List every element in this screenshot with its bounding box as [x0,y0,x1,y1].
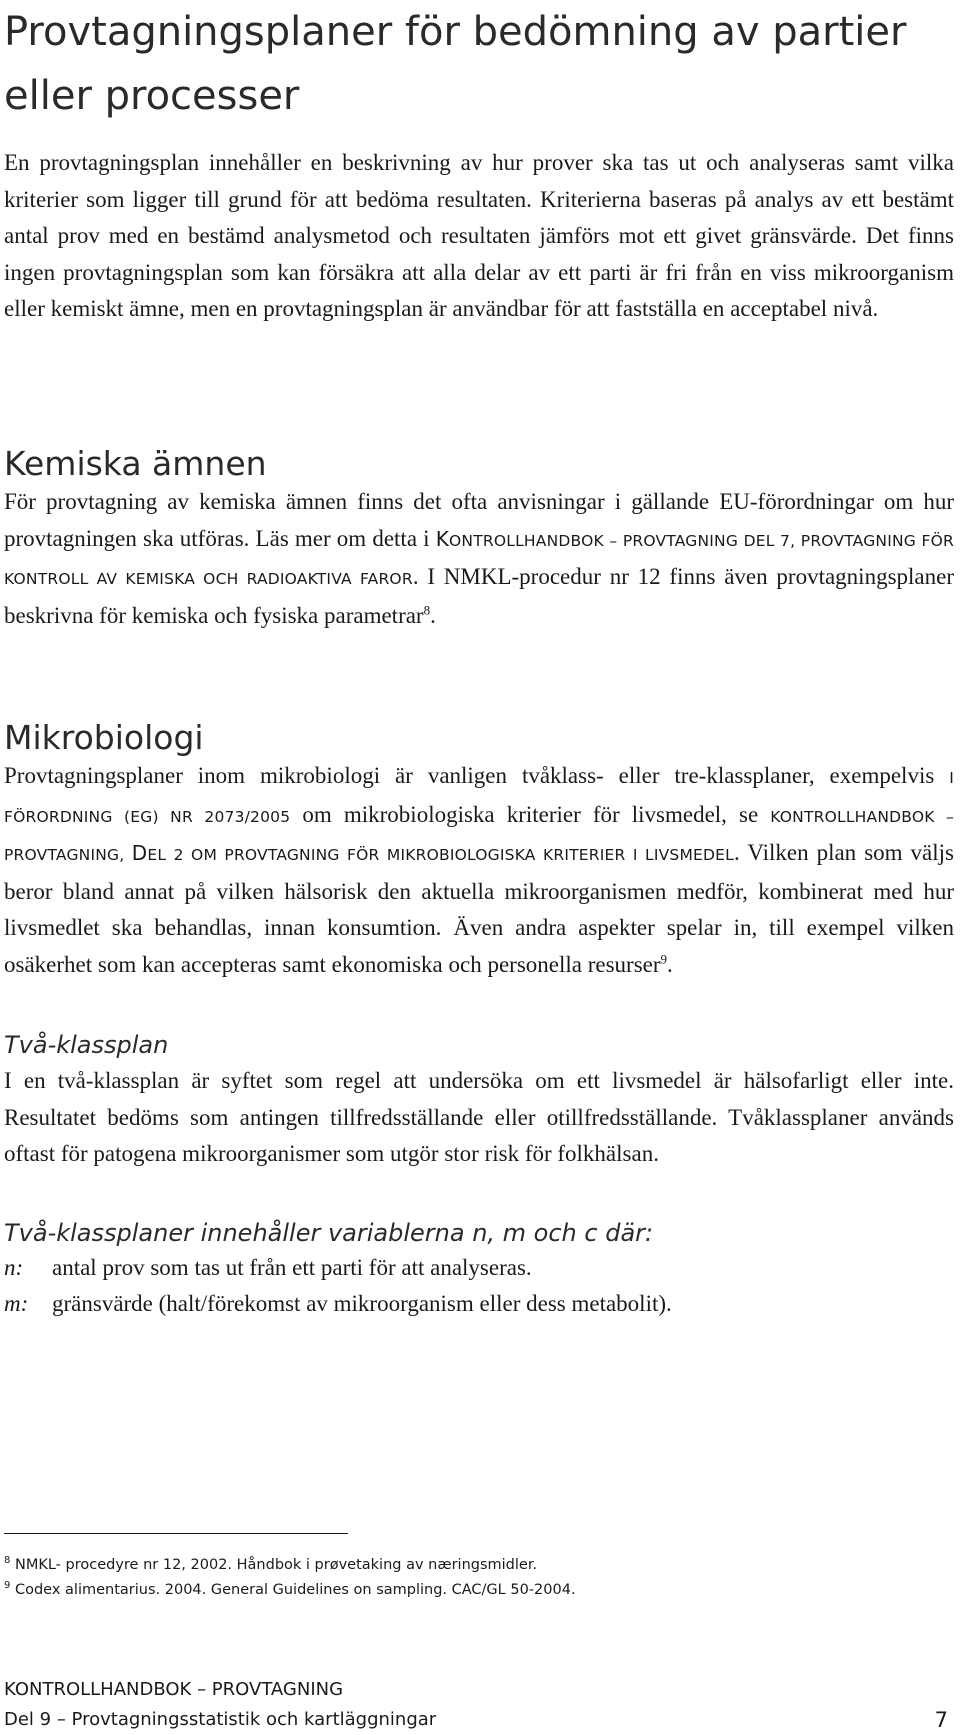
footnote-ref-8: 8 [423,601,431,617]
page-title: Provtagningsplaner för bedömning av partier eller processer [4,9,907,119]
definition-term: n: [4,1255,24,1280]
heading-variabler: Två-klassplaner innehåller variablerna n, m och c där: [4,1219,654,1247]
footer-handbook-title: KONTROLLHANDBOK – PROVTAGNING [4,1679,344,1700]
definition-term: m: [4,1291,29,1316]
reference-kontrollhandbok-del-2: KONTROLLHANDBOK – PROVTAGNING, DEL 2 OM PROVTAGNING FÖR MIKROBIOLOGISKA KRITERIER I LIVSMEDEL [4,807,954,865]
definition-description: gränsvärde (halt/förekomst av mikroorganism eller dess metabolit). [52,1291,672,1316]
kemiska-paragraph: För provtagning av kemiska ämnen finns det ofta anvisningar i gällande EU-förordningar om hur provtagningen ska utföras. Läs mer om detta i KONTROLLHANDBOK – PROVTAGNING DEL 7, PROVTAGNING FÖR KONTROLL AV KEMISKA OCH RADIOAKTIVA FAROR. I NMKL-procedur nr 12 finns även provtagningsplaner beskrivna för kemiska och fysiska parametrar$^8$. [4,489,954,628]
footnote-ref-9: 9 [660,950,668,966]
definition-description: antal prov som tas ut från ett parti för att analyseras. [52,1255,532,1280]
heading-tva-klassplan: Två-klassplan [4,1031,169,1059]
definition-m [4,1286,954,1322]
page-number: 7 [934,1708,948,1732]
footnote-divider [4,1533,348,1534]
heading-mikrobiologi: Mikrobiologi [4,718,204,757]
mikrobiologi-paragraph: Provtagningsplaner inom mikrobiologi är vanligen tvåklass- eller tre-klassplaner, exempelvis I FÖRORDNING (EG) NR 2073/2005 om mikrobiologiska kriterier för livsmedel, se KONTROLLHANDBOK – PROVTAGNING, DEL 2 OM PROVTAGNING FÖR MIKROBIOLOGISKA KRITERIER I LIVSMEDEL. Vilken plan som väljs beror bland annat på vilken hälsorisk den aktuella mikroorganismen medför, kombinerat med hur livsmedlet ska behandlas, innan konsumtion. Även andra aspekter spelar in, till exempel vilken osäkerhet som kan accepteras samt ekonomiska och personella resurser$^9$. [4,763,954,977]
reference-forordning-2073: I FÖRORDNING (EG) NR 2073/2005 [4,769,954,826]
heading-kemiska-amnen: Kemiska ämnen [4,444,267,483]
footnote-8: $^8$ NMKL- procedyre nr 12, 2002. Håndbok i prøvetaking av næringsmidler. [4,1555,538,1573]
footer-section-title: Del 9 – Provtagningsstatistik och kartläggningar [4,1709,437,1730]
reference-kontrollhandbok-del-7: KONTROLLHANDBOK – PROVTAGNING DEL 7, PROVTAGNING FÖR KONTROLL AV KEMISKA OCH RADIOAKTIVA FAROR [4,526,954,588]
tva-klassplan-paragraph: I en två-klassplan är syftet som regel att undersöka om ett livsmedel är hälsofarligt eller inte. Resultatet bedöms som antingen tillfredsställande eller otillfredsställande. Tvåklassplaner används oftast för patogena mikroorganismer som utgör stor risk för folkhälsan. [4,1068,954,1166]
footnote-9: $^9$ Codex alimentarius. 2004. General Guidelines on sampling. CAC/GL 50-2004. [4,1580,576,1598]
definition-n [4,1250,954,1286]
intro-paragraph: En provtagningsplan innehåller en beskrivning av hur prover ska tas ut och analyseras samt vilka kriterier som ligger till grund för att bedöma resultaten. Kriterierna baseras på analys av ett bestämt antal prov med en bestämd analysmetod och resultaten jämförs mot ett givet gränsvärde. Det finns ingen provtagningsplan som kan försäkra att alla delar av ett parti är fri från en viss mikroorganism eller kemiskt ämne, men en provtagningsplan är användbar för att fastställa en acceptabel nivå. [4,150,954,321]
